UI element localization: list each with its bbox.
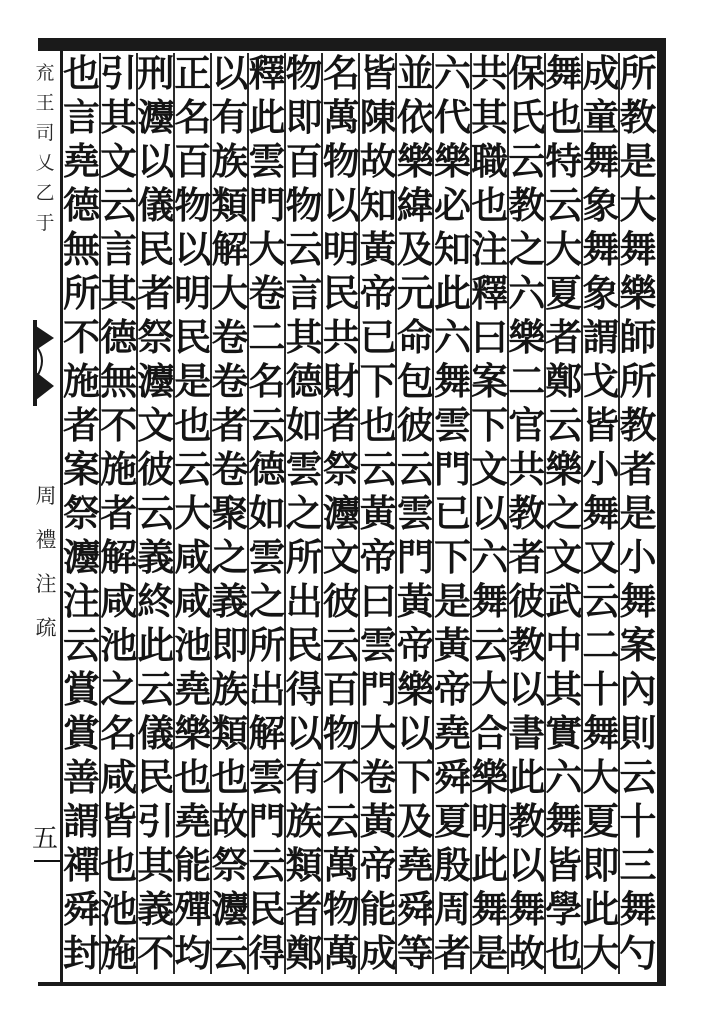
text-column: 正 名 百 物 以 明 民 是 也 云 大 咸 咸 池 堯 樂 也 堯 能 殫 均 [174, 51, 212, 975]
text-column: 也 言 堯 德 無 所 不 施 者 案 祭 灋 注 云 賞 賞 善 謂 禪 舜 封 [63, 51, 100, 975]
text-column: 共 其 職 也 注 釋 曰 案 下 文 以 六 舞 云 大 合 樂 明 此 舞 是 [471, 51, 509, 975]
text-column: 六 代 樂 必 知 此 六 舞 雲 門 已 下 是 黃 帝 堯 舜 夏 殷 周 者 [434, 51, 471, 975]
text-column: 名 萬 物 以 明 民 共 財 者 祭 灋 文 彼 云 百 物 不 云 萬 物 萬 [322, 51, 360, 975]
top-border-rule [38, 38, 666, 51]
gutter-top-fragment: 㐬王司乂乙于 [35, 62, 55, 234]
book-title: 周禮注疏 [35, 484, 57, 640]
text-column: 引 其 文 云 言 其 德 無 不 施 者 解 咸 池 之 名 咸 皆 也 池 施 [100, 51, 138, 975]
folio-rule [34, 860, 60, 862]
center-gutter [30, 58, 60, 986]
text-column: 所 教 是 大 舞 樂 師 所 教 者 是 小 舞 案 內 則 云 十 三 舞 勺 [619, 51, 657, 975]
fishtail-mark-icon [32, 320, 56, 406]
text-column: 刑 灋 以 儀 民 者 祭 灋 文 彼 云 義 終 此 云 儀 民 引 其 義 不 [137, 51, 175, 975]
text-column: 舞 也 特 云 大 夏 者 鄭 云 樂 之 文 武 中 其 實 六 舞 皆 學 也 [545, 51, 583, 975]
text-column: 物 即 百 物 云 言 其 德 如 雲 之 所 出 民 得 以 有 族 類 者 鄭 [285, 51, 323, 975]
text-column: 保 氏 云 教 之 六 樂 二 官 共 教 者 彼 教 以 書 此 教 以 舞 故 [508, 51, 546, 975]
text-column: 成 童 舞 象 舞 象 謂 戈 皆 小 舞 又 云 二 十 舞 大 夏 即 此 大 [582, 51, 620, 975]
bottom-border-rule [38, 982, 666, 986]
text-column: 並 依 樂 緯 及 元 命 包 彼 云 雲 門 黃 帝 樂 以 下 及 堯 舜 等 [396, 51, 434, 975]
text-block [63, 51, 657, 976]
text-column: 以 有 族 類 解 大 卷 卷 者 卷 聚 之 義 即 族 類 也 故 祭 灋 云 [211, 51, 249, 975]
page-number: 五 [32, 824, 59, 854]
text-column: 釋 此 雲 門 大 卷 二 名 云 德 如 雲 之 所 出 解 雲 門 云 民 得 [248, 51, 286, 975]
text-column: 皆 陳 故 知 黃 帝 已 下 也 云 黃 帝 曰 雲 門 大 卷 黃 帝 能 成 [359, 51, 397, 975]
